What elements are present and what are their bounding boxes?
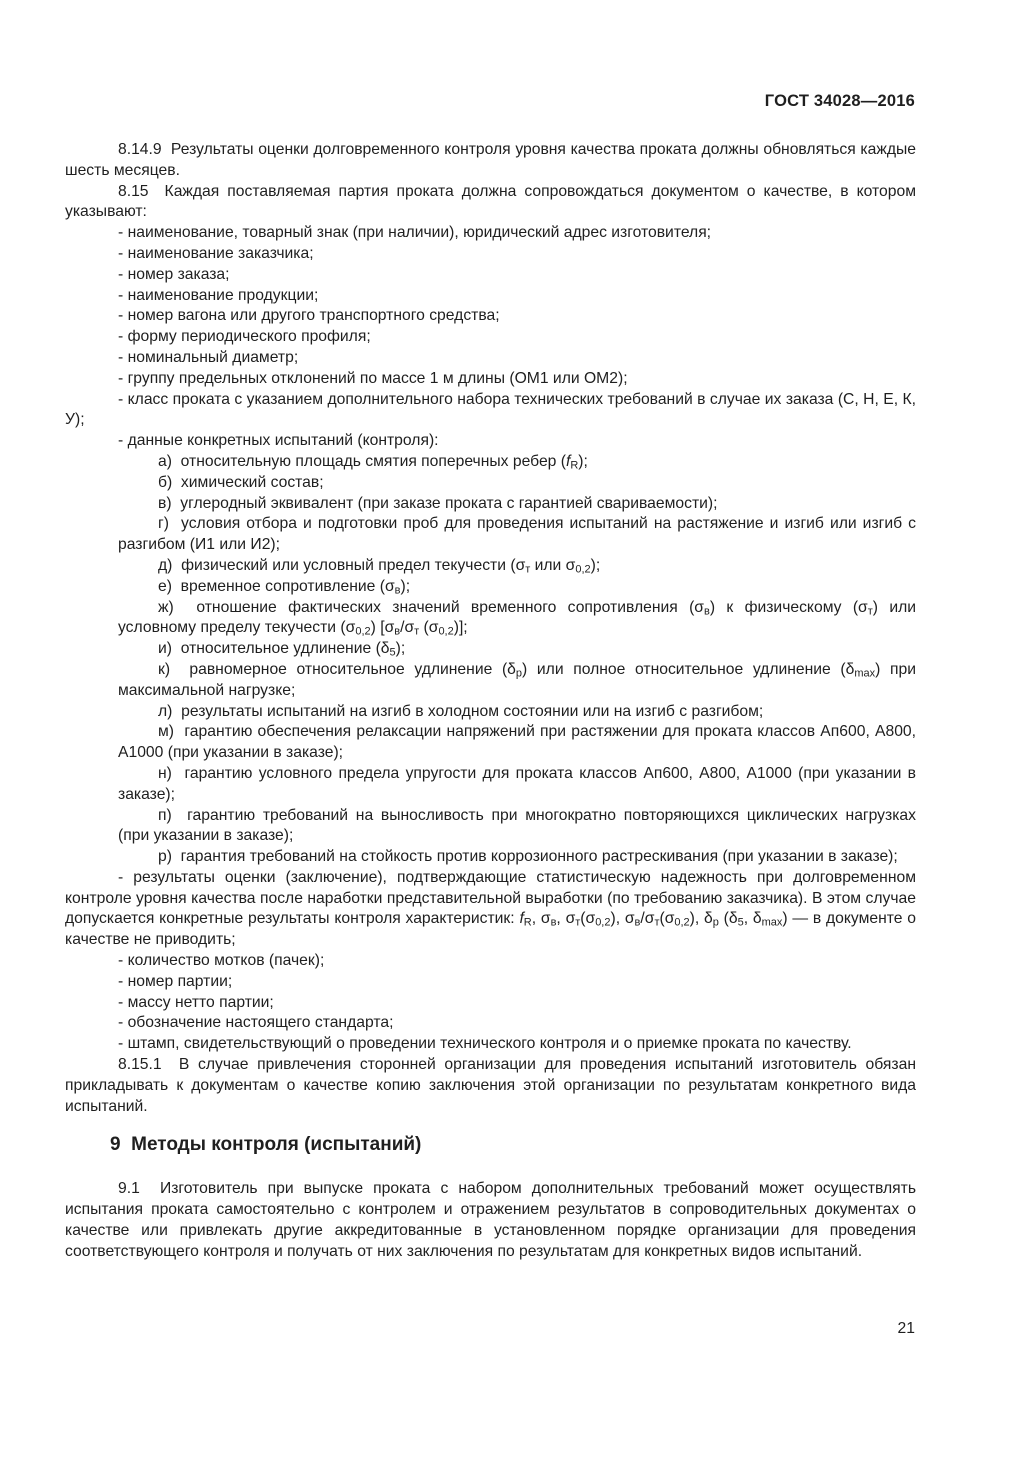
document-body bbox=[65, 140, 916, 1263]
paragraph: г) условия отбора и подготовки проб для проведения испытаний на растяжение и изгиб или изгиб с разгибом (И1 или И2); bbox=[118, 515, 916, 554]
paragraph: - номер вагона или другого транспортного средства; bbox=[118, 307, 500, 325]
paragraph: - номинальный диаметр; bbox=[118, 348, 299, 366]
paragraph: 9.1 Изготовитель при выпуске проката с набором дополнительных требований может осуществлять испытания проката самостоятельно с контролем и отражением результатов в сопроводительных документах о качестве или привлекать другие аккредитованные в установленном порядке организации для проведения соответствующего контроля и получать от них заключения по результатам для конкретных видов испытаний. bbox=[65, 1180, 916, 1260]
paragraph: - данные конкретных испытаний (контроля): bbox=[118, 432, 439, 450]
paragraph: 8.15.1 В случае привлечения сторонней организации для проведения испытаний изготовитель обязан прикладывать к документам о качестве копию заключения этой организации по результатам конкретного вида испытаний. bbox=[65, 1056, 916, 1115]
paragraph: ж) отношение фактических значений временного сопротивления $(\sigma_в)$ к физическому $(\sigma_т)$ или условному пределу текучести $(\sigma_{0,2})$ [$\sigma_в/\sigma_т$ $(\sigma_{0,2})$]; bbox=[118, 598, 916, 639]
paragraph: а) относительную площадь смятия поперечных ребер $(f_R)$; bbox=[158, 452, 588, 472]
page-number: 21 bbox=[897, 1320, 915, 1337]
paragraph: и) относительное удлинение $(\delta_5)$; bbox=[158, 640, 406, 659]
paragraph: б) химический состав; bbox=[158, 473, 324, 491]
paragraph: - наименование продукции; bbox=[118, 286, 319, 304]
paragraph: - массу нетто партии; bbox=[118, 993, 274, 1011]
paragraph: е) временное сопротивление $(\sigma_в)$; bbox=[158, 577, 411, 597]
paragraph: - класс проката с указанием дополнительного набора технических требований в случае их заказа (С, Н, Е, К, У); bbox=[65, 390, 916, 429]
paragraph: - штамп, свидетельствующий о проведении технического контроля и о приемке проката по качеству. bbox=[118, 1035, 852, 1053]
paragraph: н) гарантию условного предела упругости для проката классов Ап600, А800, А1000 (при указании в заказе); bbox=[118, 764, 916, 803]
section-heading: 9 Методы контроля (испытаний) bbox=[110, 1134, 422, 1156]
paragraph: д) физический или условный предел текучести ($\sigma_т$ или $\sigma_{0,2}$); bbox=[158, 556, 601, 576]
document-standard-header: ГОСТ 34028—2016 bbox=[764, 92, 915, 110]
paragraph: в) углеродный эквивалент (при заказе проката с гарантией свариваемости); bbox=[158, 494, 718, 512]
paragraph: 8.14.9 Результаты оценки долговременного контроля уровня качества проката должны обновляться каждые шесть месяцев. bbox=[65, 141, 916, 179]
paragraph: - наименование заказчика; bbox=[118, 244, 314, 262]
paragraph: - обозначение настоящего стандарта; bbox=[118, 1014, 394, 1032]
paragraph: - количество мотков (пачек); bbox=[118, 952, 325, 970]
paragraph: к) равномерное относительное удлинение $(\delta_р)$ или полное относительное удлинение $(\delta_{max})$ при максимальной нагрузке; bbox=[118, 660, 917, 699]
paragraph: - результаты оценки (заключение), подтверждающие статистическую надежность при долговременном контроле уровня качества после наработки представительной выработки (по требованию заказчика). В этом случае допускается конкретные результаты контроля характеристик: $f_R$, $\sigma_в$, $\sigma_т(\sigma_{0,2})$, $\sigma_в/\sigma_т(\sigma_{0,2})$, $\delta_р$ ($\delta_5$, $\delta_{max}$) — в документе о качестве не приводить; bbox=[65, 868, 917, 949]
paragraph: - наименование, товарный знак (при наличии), юридический адрес изготовителя; bbox=[118, 224, 712, 242]
paragraph: р) гарантия требований на стойкость против коррозионного растрескивания (при указании в заказе); bbox=[158, 848, 898, 866]
paragraph: м) гарантию обеспечения релаксации напряжений при растяжении для проката классов Ап600, А800, А1000 (при указании в заказе); bbox=[118, 723, 916, 762]
paragraph: - группу предельных отклонений по массе 1 м длины (ОМ1 или ОМ2); bbox=[118, 369, 628, 387]
paragraph: 8.15 Каждая поставляемая партия проката должна сопровождаться документом о качестве, в котором указывают: bbox=[65, 182, 916, 221]
paragraph: - номер заказа; bbox=[118, 265, 230, 283]
paragraph: л) результаты испытаний на изгиб в холодном состоянии или на изгиб с разгибом; bbox=[158, 702, 764, 720]
paragraph: - форму периодического профиля; bbox=[118, 328, 371, 346]
paragraph: п) гарантию требований на выносливость при многократно повторяющихся циклических нагрузках (при указании в заказе); bbox=[118, 806, 916, 845]
paragraph: - номер партии; bbox=[118, 972, 233, 990]
